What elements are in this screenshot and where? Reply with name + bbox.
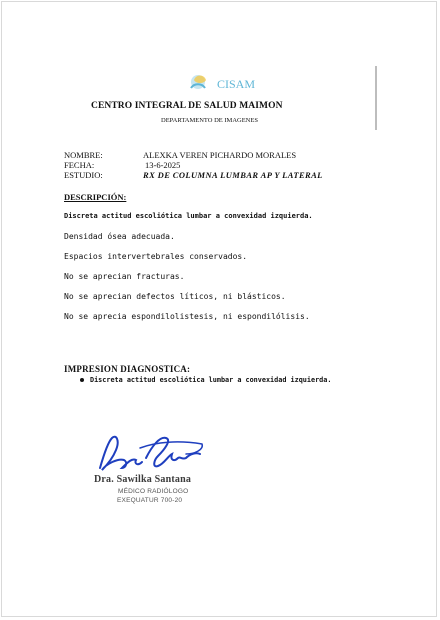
name-label: NOMBRE: bbox=[64, 150, 103, 160]
description-paragraph: Espacios intervertebrales conservados. bbox=[64, 252, 248, 261]
impression-list bbox=[80, 376, 331, 384]
impression-item bbox=[80, 376, 331, 384]
bullet-icon bbox=[80, 378, 84, 382]
study-label: ESTUDIO: bbox=[64, 170, 103, 180]
name-value: ALEXKA VEREN PICHARDO MORALES bbox=[143, 150, 297, 160]
organization-name: CENTRO INTEGRAL DE SALUD MAIMON bbox=[91, 101, 283, 111]
description-paragraph: No se aprecian defectos líticos, ni blásticos. bbox=[64, 292, 286, 301]
date-value: 13-6-2025 bbox=[145, 160, 181, 170]
description-paragraph: Discreta actitud escoliótica lumbar a convexidad izquierda. bbox=[64, 212, 313, 220]
department-name: DEPARTAMENTO DE IMAGENES bbox=[161, 117, 258, 124]
description-paragraph: No se aprecia espondilolistesis, ni espondilólisis. bbox=[64, 312, 310, 321]
description-paragraph: No se aprecian fracturas. bbox=[64, 272, 185, 281]
logo-text: CISAM bbox=[217, 77, 256, 91]
signatory-role: MÉDICO RADIÓLOGO bbox=[118, 488, 189, 495]
impression-item-text: Discreta actitud escoliótica lumbar a convexidad izquierda. bbox=[90, 376, 332, 384]
description-title: DESCRIPCIÓN: bbox=[64, 192, 127, 202]
cisam-logo bbox=[184, 70, 262, 100]
signatory-name: Dra. Sawilka Santana bbox=[94, 474, 192, 485]
handwritten-signature bbox=[94, 424, 210, 476]
signatory-license: EXEQUATUR 700-20 bbox=[117, 497, 183, 504]
description-paragraph: Densidad ósea adecuada. bbox=[64, 232, 175, 241]
study-value: RX DE COLUMNA LUMBAR AP Y LATERAL bbox=[143, 170, 323, 180]
date-label: FECHA: bbox=[64, 160, 95, 170]
impression-title: IMPRESION DIAGNOSTICA: bbox=[64, 364, 191, 374]
header-divider bbox=[375, 66, 377, 130]
